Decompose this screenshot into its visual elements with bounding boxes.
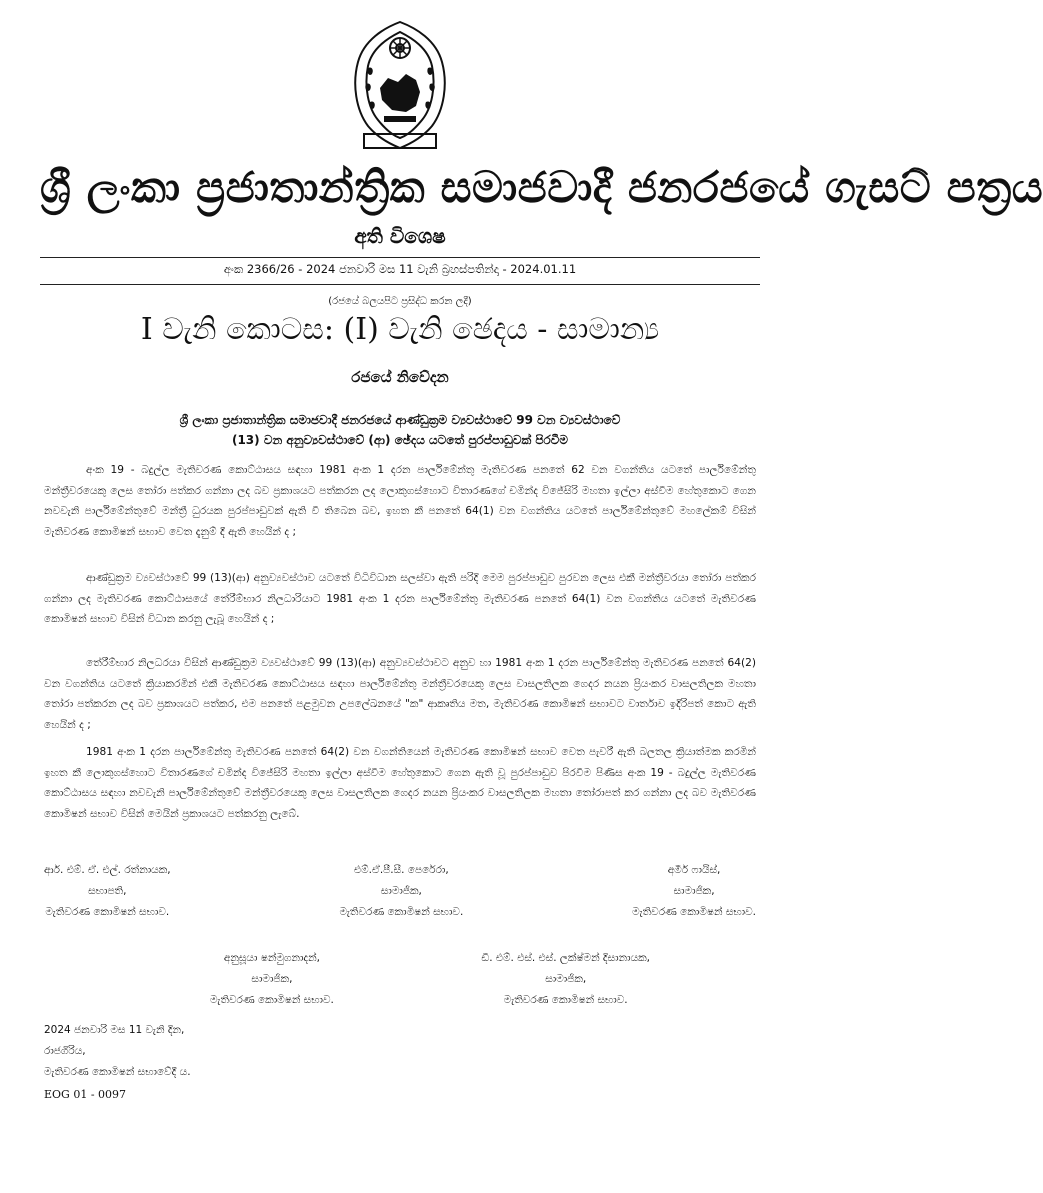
footer-office: මැතිවරණ කොමිෂන් සභාවේදී ය. <box>44 1066 191 1078</box>
signatories-row <box>44 860 756 923</box>
signatory-title: සාමාජික, <box>380 885 422 897</box>
footer-dateline <box>44 1020 191 1083</box>
signatory-title: සභාපති, <box>88 885 127 897</box>
notice-title-line: (13) වන අනුව්‍යවස්ථාවේ (ආ) ඡේදය යටතේ පුරප්පාඩුවක් පිරවීම <box>231 433 569 447</box>
signatory <box>339 860 463 923</box>
notification-heading: රජයේ නිවේදන <box>351 368 449 386</box>
gazette-title: ශ්‍රී ලංකා ප්‍රජාතාන්ත්‍රික සමාජවාදී ජනරජයේ ගැසට් පත්‍රය <box>40 163 1043 213</box>
state-emblem-icon <box>338 18 462 158</box>
signatory <box>481 948 650 1011</box>
signatory <box>632 860 756 923</box>
signatory <box>210 948 334 1011</box>
signatory-body: මැතිවරණ කොමිෂන් සභාව. <box>632 906 756 918</box>
signatory-title: සාමාජික, <box>545 973 587 985</box>
signatory-title: සාමාජික, <box>251 973 293 985</box>
divider <box>40 257 760 258</box>
notice-title-line: ශ්‍රී ලංකා ප්‍රජාතාන්ත්‍රික සමාජවාදී ජනරජයේ ආණ්ඩුක්‍රම ව්‍යවස්ථාවේ 99 වන ව්‍යවස්ථාවේ <box>179 413 621 427</box>
part-title: I වැනි කොටස: (I) වැනි ඡෙදය - සාමාන්‍ය <box>140 312 660 347</box>
signatory-name: අනුසූයා ෂන්මුගනාදන්, <box>223 952 320 964</box>
signatory-name: ඩී. එම්. එස්. එස්. ලක්ෂ්මන් දිසානායක, <box>481 952 650 964</box>
footer-date: 2024 ජනවාරි මස 11 වැනි දින, <box>44 1024 185 1036</box>
notice-paragraph: තේරීම්භාර නිලධරයා විසින් ආණ්ඩුක්‍රම ව්‍යවස්ථාවේ 99 (13)(ආ) අනුව්‍යවස්ථාවට අනුව හා 1981 අංක 1 දරන පාර්ලිමේන්තු මැතිවරණ පනතේ 64(2) වන වගන්තිය යටතේ ක්‍රියාකරමින් එකී මැතිවරණ කොට්ඨාසය සඳහා පාර්ලිමේන්තු මන්ත්‍රීවරයෙකු ලෙස වාසලතිලක ගෙදර නයන ප්‍රියංකර වාසලතිලක මහතා තෝරා පත්කරන ලද බව ප්‍රකාශයට පත්කර, එම පනතේ පළමුවන උපලේඛනයේ "ක" ආකෘතිය මත, මැතිවරණ කොමිෂන් සභාවට වාර්තාව ඉදිරිපත් කොට ඇති හෙයින් ද ; <box>44 657 756 731</box>
notice-paragraph: 1981 අංක 1 දරන පාර්ලිමේන්තු මැතිවරණ පනතේ 64(2) වන වගන්තියෙන් මැතිවරණ කොමිෂන් සභාව වෙත පැවරී ඇති බලතල ක්‍රියාත්මක කරමින් ඉහත කී ලොකුගස්හොට විතාරණගේ චමින්ද විජේසිරි මහතා ඉල්ලා අස්වීම හේතුකොට ගෙන ඇති වූ පුරප්පාඩුව පිරවීම පිණිස අංක 19 - බදුල්ල මැතිවරණ කොට්ඨාසය සඳහා නවවැනි පාර්ලිමේන්තුවේ මන්ත්‍රීවරයෙකු ලෙස වාසලතිලක ගෙදර නයන ප්‍රියංකර වාසලතිලක මහතා තෝරාපත් කර ගන්නා ලද බව මැතිවරණ කොමිෂන් සභාව විසින් මෙයින් ප්‍රකාශයට පත්කරනු ලැබේ. <box>44 746 756 820</box>
signatory-body: මැතිවරණ කොමිෂන් සභාව. <box>339 906 464 918</box>
signatory-body: මැතිවරණ කොමිෂන් සභාව. <box>45 906 170 918</box>
signatory-title: සාමාජික, <box>673 885 715 897</box>
signatory-name: ආර්. එම්. ඒ. එල්. රත්නායක, <box>44 864 171 876</box>
signatory-name: එම්.ඒ.පී.සී. පෙරේරා, <box>354 864 449 876</box>
notice-paragraph: අංක 19 - බදුල්ල මැතිවරණ කොට්ඨාසය සඳහා 1981 අංක 1 දරන පාර්ලිමේන්තු මැතිවරණ පනතේ 62 වන වගන්තිය යටතේ පාර්ලිමේන්තු මන්ත්‍රීවරයෙකු ලෙස තෝරා පත්කර ගන්නා ලද බව ප්‍රකාශයට පත්කරන ලද ලොකුගස්හොට විතාරණගේ චමින්ද විජේසිරි මහතා ඉල්ලා අස්වීම හේතුකොට ගෙන නවවැනි පාර්ලිමේන්තුවේ මන්ත්‍රී ධුරයක පුරප්පාඩුවක් ඇති වී තිබෙන බව, ඉහත කී පනතේ 64(1) වන වගන්තිය යටතේ පාර්ලිමේන්තුවේ මහලේකම් විසින් මැතිවරණ කොමිෂන් සභාව වෙත දැනුම් දී ඇති හෙයින් ද ; <box>44 464 756 538</box>
signatory-body: මැතිවරණ කොමිෂන් සභාව. <box>503 994 628 1006</box>
signatories-row <box>210 948 650 1011</box>
divider <box>40 284 760 285</box>
gazette-subtitle: අති විශෙෂ <box>354 224 446 248</box>
signatory-name: අමීර් ෆායිස්, <box>667 864 721 876</box>
notice-title <box>60 410 740 450</box>
signatory-body: මැතිවරණ කොමිෂන් සභාව. <box>210 994 334 1006</box>
issue-line: අංක 2366/26 - 2024 ජනවාරි මස 11 වැනි බ්‍රහස්පතින්දා - 2024.01.11 <box>223 262 577 276</box>
signatory <box>44 860 171 923</box>
notice-paragraph: ආණ්ඩුක්‍රම ව්‍යවස්ථාවේ 99 (13)(ආ) අනුව්‍යවස්ථාව යටතේ විධිවිධාන සලස්වා ඇති පරිදි මෙම පුරප්පාඩුව පුරවන ලෙස එකී මන්ත්‍රීවරයා තෝරා පත්කර ගන්නා ලද මැතිවරණ කොට්ඨාසයේ තේරීම්භාර නිලධාරියාට 1981 අංක 1 දරන පාර්ලිමේන්තු මැතිවරණ පනතේ 64(1) වන වගන්තිය යටතේ මැතිවරණ කොමිෂන් සභාව විසින් විධාන කරනු ලැබූ හෙයින් ද ; <box>44 572 756 625</box>
authority-note: (රජයේ බලයපිට ප්‍රසිද්ධ කරන ලදී) <box>328 296 472 307</box>
reference-code: EOG 01 - 0097 <box>44 1088 127 1101</box>
footer-place: රාජගිරිය, <box>44 1045 86 1057</box>
